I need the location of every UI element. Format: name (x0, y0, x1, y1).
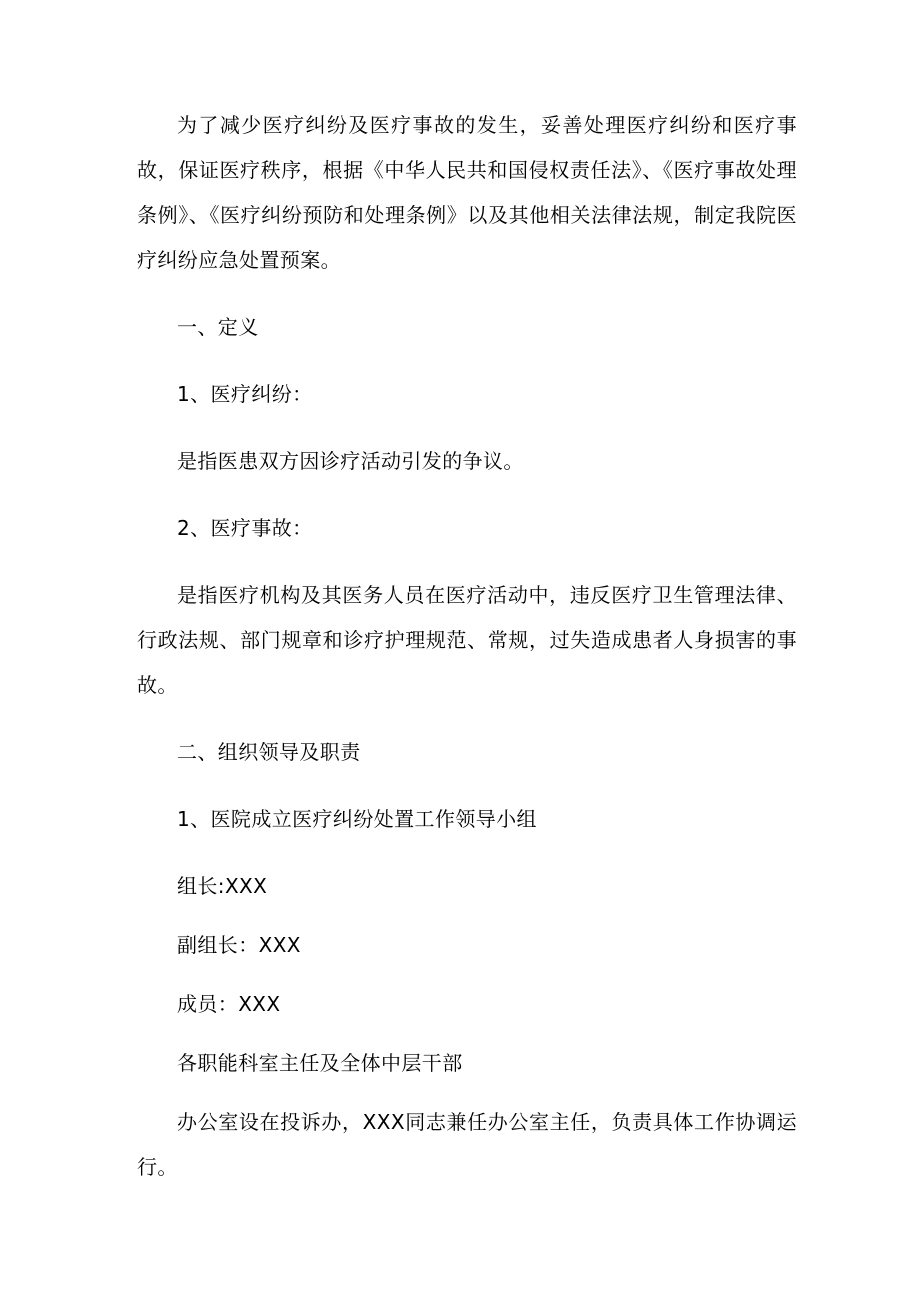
deputy-leader-line: 副组长：XXX (177, 933, 301, 957)
definition-item-medical-dispute-title: 1、医疗纠纷： (177, 382, 313, 406)
definition-item-medical-accident-title: 2、医疗事故： (177, 516, 313, 540)
section-heading-definition: 一、定义 (177, 315, 259, 339)
definition-item-medical-dispute-body: 是指医患双方因诊疗活动引发的争议。 (177, 449, 524, 473)
document-body (137, 103, 797, 1190)
organization-item-leading-group: 1、医院成立医疗纠纷处置工作领导小组 (177, 807, 537, 831)
definition-item-medical-accident-body: 是指医疗机构及其医务人员在医疗活动中，违反医疗卫生管理法律、行政法规、部门规章和诊疗护理规范、常规，过失造成患者人身损害的事故。 (137, 583, 797, 697)
members-line: 成员：XXX (177, 992, 281, 1016)
members-detail-line: 各职能科室主任及全体中层干部 (177, 1051, 463, 1075)
intro-paragraph: 为了减少医疗纠纷及医疗事故的发生，妥善处理医疗纠纷和医疗事故，保证医疗秩序，根据《中华人民共和国侵权责任法》、《医疗事故处理条例》、《医疗纠纷预防和处理条例》以及其他相关法律法规，制定我院医疗纠纷应急处置预案。 (137, 113, 797, 272)
section-heading-organization: 二、组织领导及职责 (177, 740, 361, 764)
group-leader-line: 组长:XXX (177, 874, 268, 898)
office-paragraph: 办公室设在投诉办，XXX同志兼任办公室主任，负责具体工作协调运行。 (137, 1110, 797, 1179)
